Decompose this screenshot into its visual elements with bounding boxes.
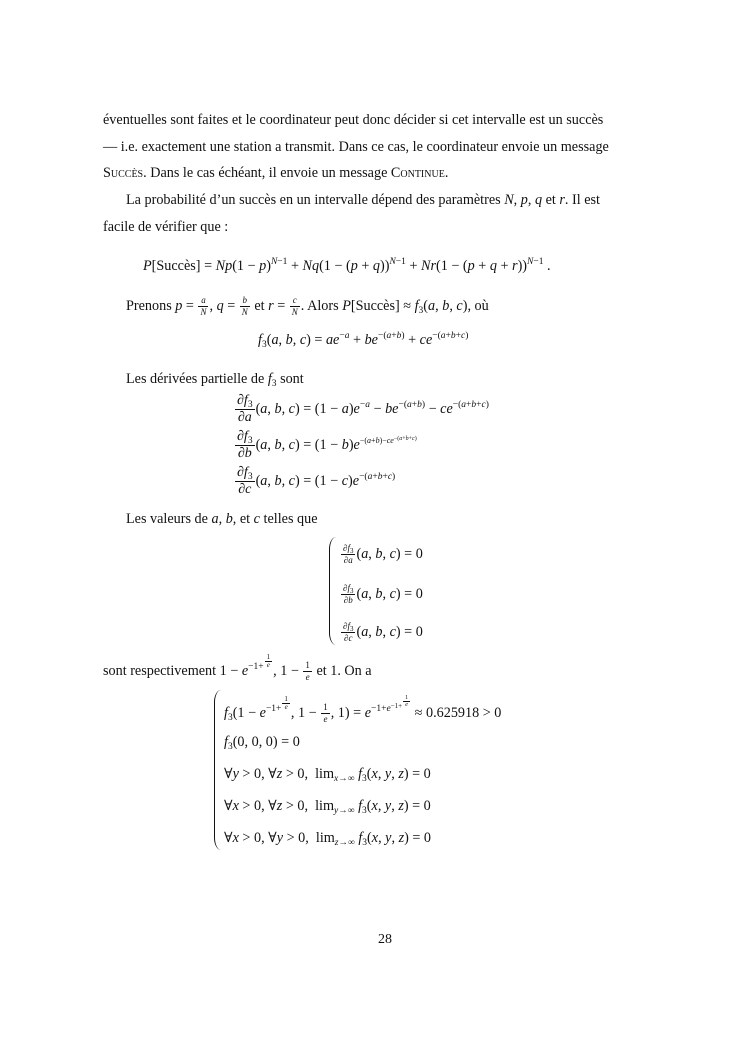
- paragraph-2-line-1: La probabilité d’un succès en un intervalle dépend des paramètres N, p, q et r. Il est: [126, 192, 600, 208]
- system-1-eq-b: $\frac{\partial f_3}{\partial b}$ (a, b, c) = 0: [343, 583, 423, 605]
- paragraph-1-line-3-end: .: [444, 165, 449, 181]
- paragraph-1-line-2: — i.e. exactement une station a transmit. Dans ce cas, le coordinateur envoie un message: [103, 139, 609, 155]
- valeurs-intro: Les valeurs de a, b, et c telles que: [126, 511, 318, 527]
- system-2-eq-2: $f_3(0$, 0, 0) = 0: [224, 734, 300, 752]
- system-2-brace: [214, 690, 221, 850]
- system-1-brace: [329, 537, 336, 645]
- equation-success-probability: P[Succès] = $Np(1 - p)^{N-1} + Nq(1 - (p + q))^{N-1} + Nr(1 - (p + q + r))^{N-1}$ .: [143, 257, 551, 274]
- system-1-eq-a: $\frac{\partial f_3}{\partial a}$ (a, b, c) = 0: [343, 543, 423, 565]
- system-1-eq-c: $\frac{\partial f_3}{\partial c}$ (a, b, c) = 0: [343, 621, 423, 643]
- paragraph-1-line-3: [103, 166, 448, 180]
- continue-keyword: Continue: [390, 165, 445, 181]
- system-2-eq-1: $f_3(1 - e^{-1+ \frac{1}{e}}$ , 1 − $\frac{1}{e}$ , $1) = e^{-1+e^{-1+ \frac{1}{e}}}$ ≈ 0.625918 > 0: [224, 695, 502, 725]
- derivees-intro: Les dérivées partielle de $f_3$ sont: [126, 371, 304, 389]
- paragraph-2-line-2: facile de vérifier que :: [103, 219, 229, 235]
- system-2-eq-5: ∀x > 0, ∀y > 0, $\lim_{z\to\infty} f_3(x$, y, z) = 0: [224, 830, 432, 848]
- succes-keyword: Succès: [103, 165, 144, 181]
- derivative-b: $\frac{\partial f_3}{\partial b}$ (a, b, $c) = (1 - b)e^{-(a+b)-ce^{-(a+b+c)}}$: [237, 429, 417, 461]
- equation-f3-definition: $f_3(a$, b, $c) = ae^{-a} + be^{-(a+b)} + ce^{-(a+b+c)}$: [258, 331, 469, 350]
- sont-respectivement-line: sont respectivement $1 - e^{-1+ \frac{1}{e}}$ , 1 − $\frac{1}{e}$ et 1. On a: [103, 653, 372, 683]
- paragraph-1-line-3-mid: . Dans le cas échéant, il envoie un message: [143, 165, 391, 181]
- prenons-line: Prenons p = $\frac{a}{N}$ , q = $\frac{b}{N}$ et r = $\frac{c}{N}$ . Alors P[Succès] ≈ $f_3(a$, b, c), où: [126, 295, 489, 317]
- system-2-eq-4: ∀x > 0, ∀z > 0, $\lim_{y\to\infty} f_3(x$, y, z) = 0: [224, 798, 431, 816]
- page-number: 28: [378, 932, 392, 947]
- derivative-a: $\frac{\partial f_3}{\partial a}$ (a, b, $c) = (1 - a)e^{-a} - be^{-(a+b)} - ce^{-(a+b+c)}$: [237, 393, 489, 425]
- derivative-c: $\frac{\partial f_3}{\partial c}$ (a, b, $c) = (1 - c)e^{-(a+b+c)}$: [237, 465, 396, 497]
- system-2-eq-3: ∀y > 0, ∀z > 0, $\lim_{x\to\infty} f_3(x$, y, z) = 0: [224, 766, 431, 784]
- paragraph-1-line-1: éventuelles sont faites et le coordinateur peut donc décider si cet intervalle est un succès: [103, 112, 604, 128]
